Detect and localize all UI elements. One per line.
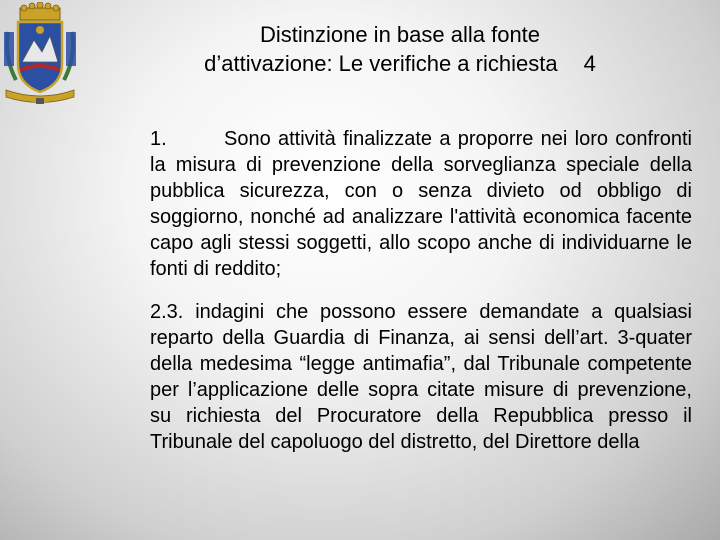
slide-body: [150, 126, 692, 472]
slide-title: [150, 20, 650, 78]
paragraph-1: [150, 126, 692, 282]
crest-icon: [2, 2, 78, 106]
slide-number: 4: [583, 51, 596, 76]
paragraph-1-text: Sono attività finalizzate a proporre nei loro confronti la misura di prevenzione della sorveglianza speciale della pubblica sicurezza, con o senza divieto od obbligo di soggiorno, nonché ad analizzare l'attività economica facente capo agli stessi soggetti, allo scopo anche di individuarne le fonti di reddito;: [150, 128, 692, 280]
title-line-2: [150, 49, 650, 78]
paragraph-2-number: 2.3.: [150, 301, 184, 323]
paragraph-2: [150, 299, 692, 455]
title-line-1: Distinzione in base alla fonte: [259, 22, 541, 47]
title-line-2-text: d’attivazione: Le verifiche a richiesta: [204, 51, 558, 76]
paragraph-2-text: indagini che possono essere demandate a qualsiasi reparto della Guardia di Finanza, ai sensi dell’art. 3-quater della medesima “legge antimafia”, dal Tribunale competente per l’applicazione delle sopra citate misure di prevenzione, su richiesta del Procuratore della Repubblica presso il Tribunale del capoluogo del distretto, del Direttore della: [150, 301, 692, 453]
paragraph-1-number: 1.: [150, 128, 167, 150]
